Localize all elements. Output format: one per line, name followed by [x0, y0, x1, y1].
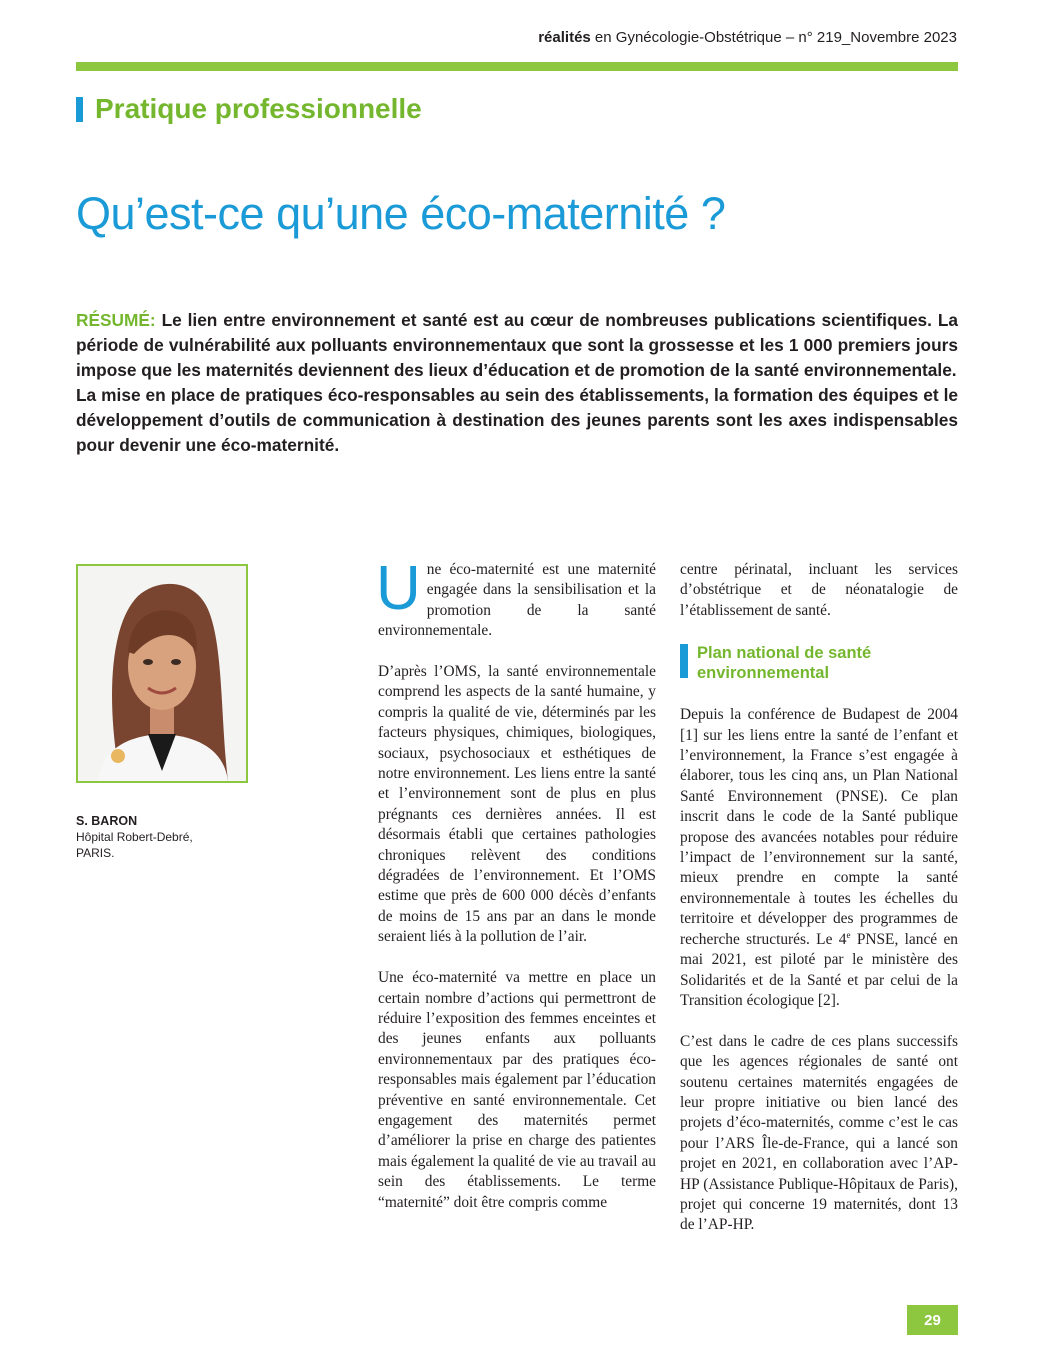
- article-title: Qu’est-ce qu’une éco-maternité ?: [76, 188, 726, 239]
- abstract-text-1: Le lien entre environnement et santé est au cœur de nombreuses publications scientifiques. La période de vulnérabilité aux polluants environnementaux que sont la grossesse et les 1 000 premiers jours impose que les maternités deviennent des lieux d’éducation et de promotion de la santé environnementale.: [76, 310, 958, 380]
- author-photo: [76, 564, 248, 783]
- subheading: [680, 643, 958, 683]
- body-paragraph-pnse: [680, 705, 958, 1011]
- section-bar: [76, 97, 83, 122]
- abstract-label: RÉSUMÉ:: [76, 310, 156, 330]
- body-intro-text: ne éco-maternité est une maternité engagée dans la sensibilisation et la promotion de la santé environnementale.: [378, 561, 656, 640]
- author-name: S. BARON: [76, 814, 138, 828]
- pnse-text-a: Depuis la conférence de Budapest de 2004 [1] sur les liens entre la santé de l’enfant et l’environnement, la France s’est engagée à élaborer, tous les cinq ans, un Plan National Santé Environnement (PNSE). Ce plan inscrit dans le code de la Santé publique propose des avancées notables pour réduire l’impact de l’environnement sur la santé, mieux prendre en compte la santé environnementale à toutes les échelles du territoire et développer des programmes de recherche structurés. Le 4: [680, 706, 958, 948]
- author-info: [76, 813, 193, 861]
- top-rule: [76, 62, 958, 71]
- body-paragraph-ars: C’est dans le cadre de ces plans successifs que les agences régionales de santé ont soutenu certaines maternités engagées de leur propre initiative ou bien lancé des projets d’éco-maternités, comme c’est le cas pour l’ARS Île-de-France, qui a lancé son projet en 2021, en collaboration avec l’AP-HP (Assistance Publique-Hôpitaux de Paris), projet qui concerne 19 maternités, dont 13 de l’AP-HP.: [680, 1032, 958, 1234]
- body-paragraph-perinatal: centre périnatal, incluant les services d’obstétrique et de néonatalogie de l’établissement de santé.: [680, 561, 958, 619]
- author-portrait-illustration: [78, 566, 246, 781]
- body-paragraph-intro: [376, 554, 656, 642]
- pnse-superscript: e: [846, 929, 851, 940]
- body-paragraph-oms: D’après l’OMS, la santé environnementale comprend les aspects de la santé humaine, y compris la qualité de vie, déterminés par les facteurs physiques, chimiques, biologiques, sociaux, psychosociaux et esthétiques de notre environnement. Les liens entre la santé et l’environnement sont de plus en plus prégnants ces dernières années. Il est désormais établi que certaines pathologies chroniques relèvent des conditions dégradées de l’environnement. Et l’OMS estime que près de 600 000 décès d’enfants de moins de 15 ans par an dans le monde seraient liés à la pollution de l’air.: [378, 663, 656, 946]
- pnse-text-b: PNSE, lancé en mai 2021, est piloté par le ministère des Solidarités et de la Santé et par celui de la Transition écologique [2].: [680, 930, 958, 1009]
- abstract-paragraph-1: [76, 308, 958, 383]
- subheading-text: Plan national de santé environnemental: [697, 644, 872, 683]
- running-head: [538, 29, 957, 46]
- body-paragraph-actions: Une éco-maternité va mettre en place un certain nombre d’actions qui permettront de réduire l’exposition des femmes enceintes et des jeunes enfants aux polluants environnementaux par des pratiques éco-responsables mais également par l’éducation préventive en santé environnementale. Cet engagement des maternités permet d’améliorer la prise en charge des patientes mais également la qualité de vie au travail au sein des établissements. Le terme “maternité” doit être compris comme: [378, 969, 656, 1211]
- body-column-2: [680, 560, 958, 1256]
- subheading-bar: [680, 644, 688, 678]
- journal-brand: réalités: [538, 29, 591, 46]
- body-column-1: [376, 554, 656, 1233]
- abstract: [76, 308, 958, 458]
- author-city: PARIS.: [76, 846, 115, 860]
- section-label: [76, 92, 422, 126]
- abstract-paragraph-2: La mise en place de pratiques éco-responsables au sein des établissements, la formation des équipes et le développement d’outils de communication à destination des jeunes parents sont les axes indispensables pour devenir une éco-maternité.: [76, 385, 958, 455]
- page-number: 29: [907, 1305, 958, 1335]
- section-label-text: Pratique professionnelle: [95, 93, 422, 124]
- drop-cap: U: [376, 554, 421, 623]
- author-affiliation: Hôpital Robert-Debré,: [76, 830, 193, 844]
- journal-issue: en Gynécologie-Obstétrique – n° 219_Novembre 2023: [590, 29, 957, 46]
